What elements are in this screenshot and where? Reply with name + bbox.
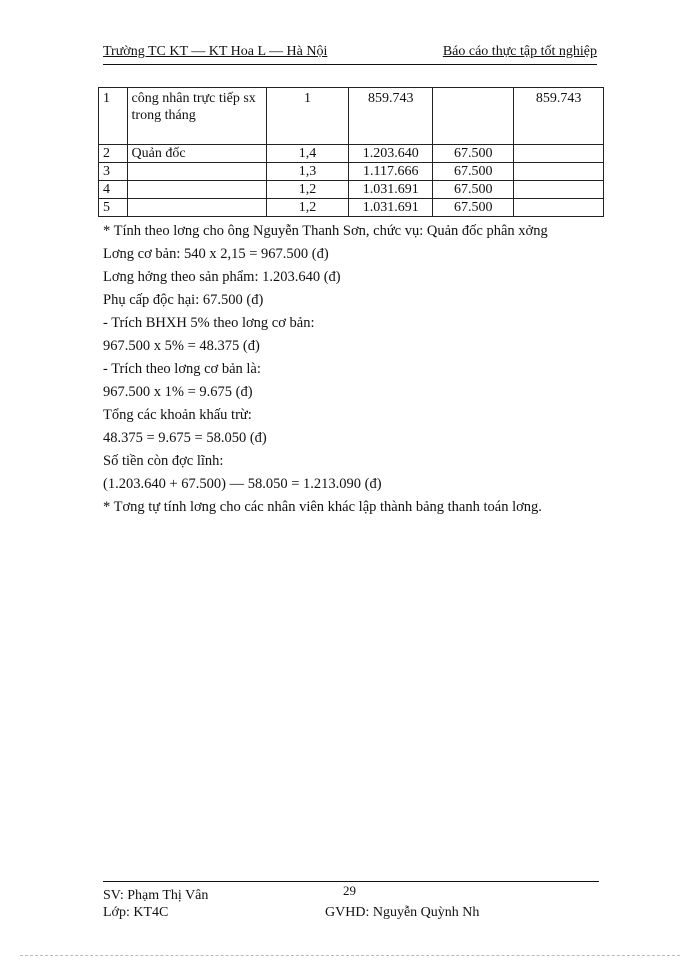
- table-cell: 1,2: [267, 199, 349, 217]
- table-row: [99, 88, 604, 145]
- table-cell: 67.500: [433, 199, 514, 217]
- page-edge-divider: [20, 955, 680, 956]
- table-cell: 67.500: [433, 181, 514, 199]
- body-line: Số tiền còn đợc lĩnh:: [103, 453, 224, 469]
- table-cell: 5: [99, 199, 128, 217]
- table-row: [99, 181, 604, 199]
- body-line: Lơng hởng theo sản phẩm: 1.203.640 (đ): [103, 269, 341, 285]
- table-cell: 2: [99, 145, 128, 163]
- table-cell: 1.117.666: [349, 163, 433, 181]
- table-cell: 67.500: [433, 163, 514, 181]
- table-cell: [514, 163, 604, 181]
- table-cell: 1.203.640: [349, 145, 433, 163]
- table-cell: 67.500: [433, 145, 514, 163]
- table-cell: [514, 199, 604, 217]
- body-line: Phụ cấp độc hại: 67.500 (đ): [103, 292, 264, 308]
- body-text: [103, 220, 597, 519]
- table-cell: [514, 181, 604, 199]
- table-cell: [127, 181, 266, 199]
- table-cell: [514, 145, 604, 163]
- table-cell: [127, 163, 266, 181]
- body-line: Lơng cơ bản: 540 x 2,15 = 967.500 (đ): [103, 246, 329, 262]
- table-row: [99, 199, 604, 217]
- body-line: 48.375 = 9.675 = 58.050 (đ): [103, 430, 267, 446]
- table-cell: 859.743: [514, 88, 604, 145]
- body-line: 967.500 x 5% = 48.375 (đ): [103, 338, 260, 354]
- table-cell: 4: [99, 181, 128, 199]
- table-cell: 1.031.691: [349, 181, 433, 199]
- body-line: (1.203.640 + 67.500) — 58.050 = 1.213.090 (đ): [103, 476, 382, 492]
- table-cell: [127, 199, 266, 217]
- salary-table: [98, 87, 604, 217]
- body-line: 967.500 x 1% = 9.675 (đ): [103, 384, 253, 400]
- table-cell: 1: [267, 88, 349, 145]
- table-cell: 1.031.691: [349, 199, 433, 217]
- table-cell: Quản đốc: [127, 145, 266, 163]
- table-row: [99, 163, 604, 181]
- header-school: Trường TC KT — KT Hoa L — Hà Nội: [103, 44, 328, 59]
- table-cell: 1,4: [267, 145, 349, 163]
- table-cell: 859.743: [349, 88, 433, 145]
- table-cell: 1,3: [267, 163, 349, 181]
- body-line: * Tính theo lơng cho ông Nguyễn Thanh Sơn, chức vụ: Quản đốc phân xởng: [103, 223, 548, 239]
- table-row: [99, 145, 604, 163]
- table-cell: công nhân trực tiếp sx trong tháng: [127, 88, 266, 145]
- body-line: - Trích theo lơng cơ bản là:: [103, 361, 261, 377]
- page-header: [103, 44, 597, 65]
- table-cell: [433, 88, 514, 145]
- body-line: Tổng các khoản khấu trừ:: [103, 407, 252, 423]
- student-class: Lớp: KT4C: [103, 905, 169, 920]
- table-cell: 1: [99, 88, 128, 145]
- header-report-title: Báo cáo thực tập tốt nghiệp: [442, 44, 597, 59]
- advisor-name: GVHD: Nguyễn Quỳnh Nh: [325, 905, 480, 920]
- page-number: 29: [343, 883, 356, 898]
- body-line: - Trích BHXH 5% theo lơng cơ bản:: [103, 315, 315, 331]
- footer-divider: [103, 881, 599, 882]
- body-line: * Tơng tự tính lơng cho các nhân viên khác lập thành bảng thanh toán lơng.: [103, 499, 542, 515]
- table-cell: 1,2: [267, 181, 349, 199]
- student-name: SV: Phạm Thị Vân: [103, 888, 209, 903]
- table-cell: 3: [99, 163, 128, 181]
